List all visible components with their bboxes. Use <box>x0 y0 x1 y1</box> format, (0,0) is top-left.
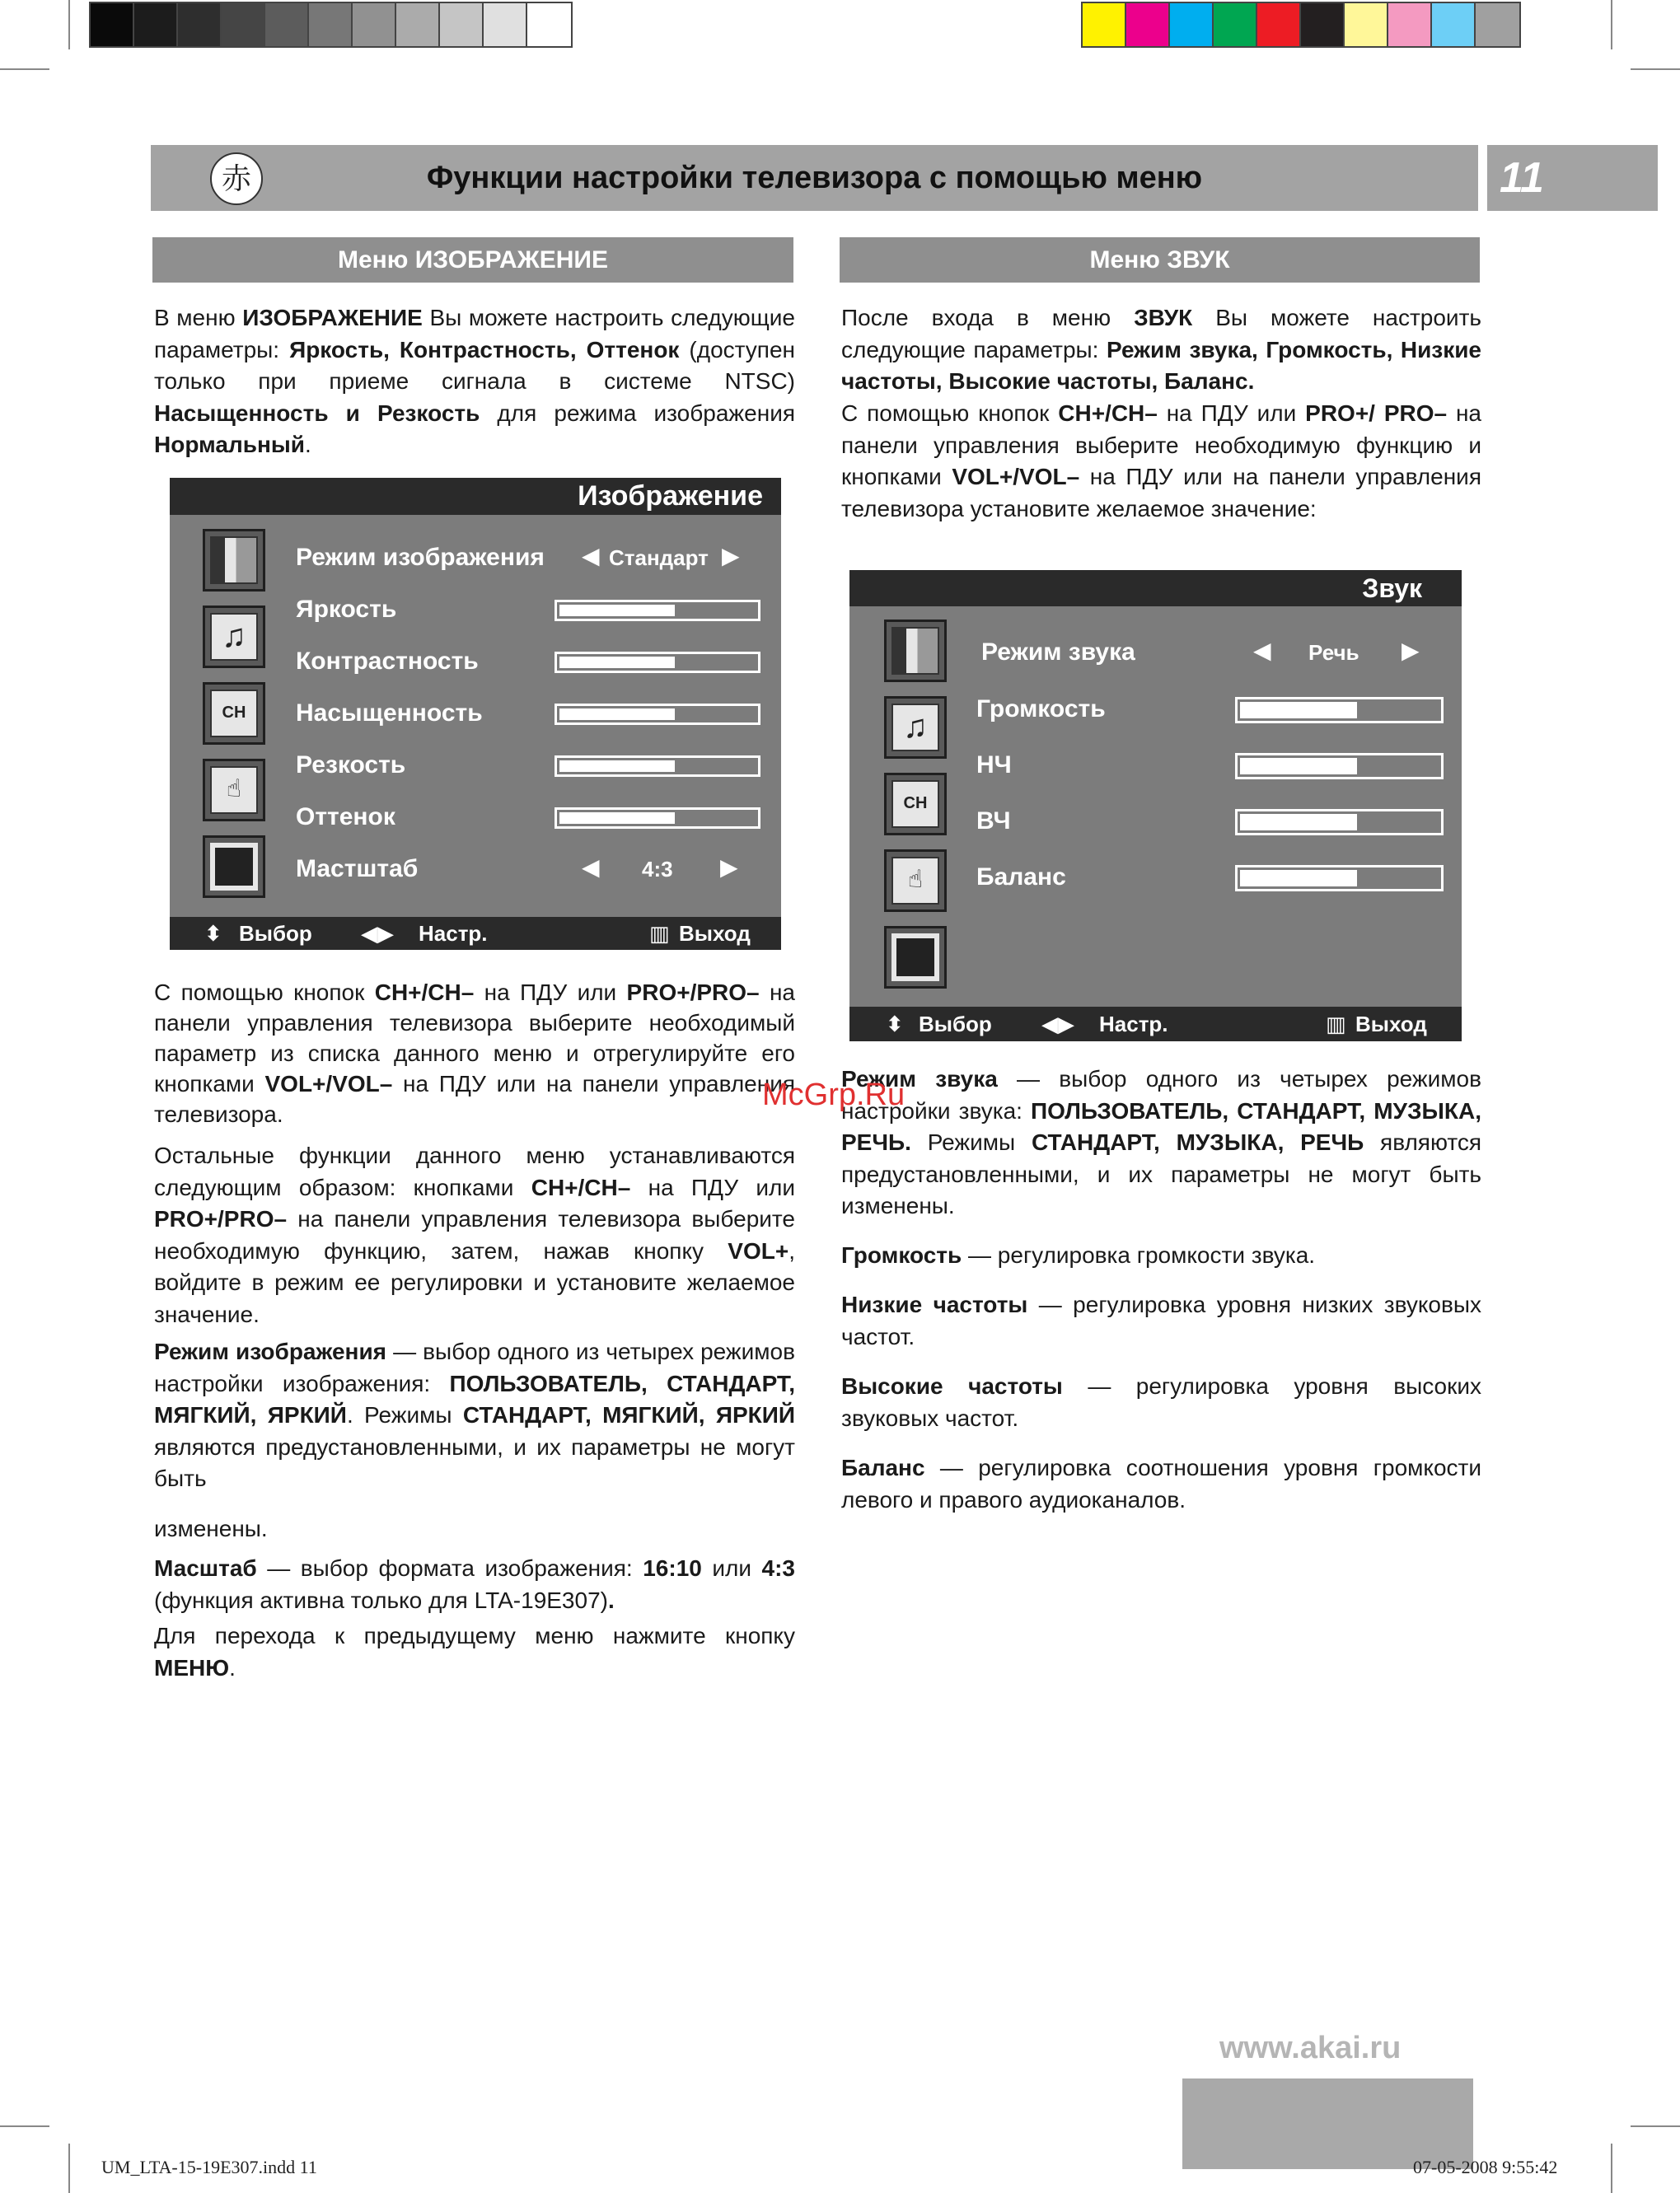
menu-row-label[interactable]: Режим звука <box>981 638 1135 666</box>
color-bar <box>1081 2 1521 48</box>
color-swatch <box>1170 3 1214 46</box>
left-arrow-icon[interactable]: ◀ <box>582 854 600 880</box>
footer-url[interactable]: www.akai.ru <box>1219 2031 1402 2065</box>
crop-mark <box>1631 2125 1680 2127</box>
screen-icon <box>203 835 265 898</box>
picture-para-3-end: изменены. <box>154 1516 268 1541</box>
footer-select: Выбор <box>239 921 312 946</box>
page-number: 11 <box>1500 154 1544 202</box>
menu-icon: ▥ <box>649 921 670 946</box>
color-swatch <box>484 3 527 46</box>
picture-menu-title: Изображение <box>170 478 781 515</box>
left-arrow-icon[interactable]: ◀ <box>582 543 600 568</box>
color-swatch <box>91 3 134 46</box>
watermark: McGrp.Ru <box>762 1078 906 1112</box>
updown-arrow-icon: ⬍ <box>886 1012 904 1036</box>
level-bar[interactable] <box>555 704 760 725</box>
color-swatch <box>396 3 440 46</box>
sound-menu <box>849 570 1462 1041</box>
function-icon: ☝ <box>203 759 265 821</box>
sound-menu-title: Звук <box>849 570 1462 606</box>
color-swatch <box>527 3 571 46</box>
level-bar[interactable] <box>1235 697 1444 723</box>
crop-mark <box>1611 0 1612 49</box>
sound-desc-bass: Низкие частоты — регулировка уровня низких звуковых частот. <box>841 1292 1481 1349</box>
crop-mark <box>1611 2144 1612 2193</box>
picture-para-4: Масштаб — выбор формата изображения: 16:10 или 4:3 (функция активна только для LTA-19E307). <box>154 1555 795 1613</box>
menu-row-label[interactable]: Резкость <box>296 751 406 779</box>
color-swatch <box>309 3 353 46</box>
menu-footer <box>170 917 781 950</box>
page-title: Функции настройки телевизора с помощью меню <box>426 161 1203 195</box>
menu-footer <box>849 1007 1462 1041</box>
menu-row-label[interactable]: ВЧ <box>976 807 1011 835</box>
color-swatch <box>1126 3 1170 46</box>
menu-icon: ▥ <box>1326 1012 1346 1036</box>
menu-row-value: 4:3 <box>642 857 673 881</box>
color-swatch <box>1476 3 1519 46</box>
color-swatch <box>1432 3 1476 46</box>
right-arrow-icon[interactable]: ▶ <box>1402 638 1420 663</box>
sound-desc-volume: Громкость — регулировка громкости звука. <box>841 1242 1316 1268</box>
function-icon: ☝ <box>884 849 947 912</box>
color-swatch <box>134 3 178 46</box>
color-swatch <box>1083 3 1126 46</box>
menu-row-label[interactable]: Баланс <box>976 863 1066 891</box>
picture-intro: В меню ИЗОБРАЖЕНИЕ Вы можете настроить следующие параметры: Яркость, Контрастность, Оттенок (доступен только при приеме сигнала в системе NTSC) Насыщенность и Резкость для режима изображения Нормальный. <box>154 305 795 457</box>
right-arrow-icon[interactable]: ▶ <box>720 854 738 880</box>
menu-row-label[interactable]: Мастштаб <box>296 855 419 882</box>
menu-row-label[interactable]: НЧ <box>976 751 1012 779</box>
sound-intro-2: С помощью кнопок CH+/CH– на ПДУ или PRO+/ PRO– на панели управления выберите необходимую функцию и кнопками VOL+/VOL– на ПДУ или на панели управления телевизора установите желаемое значение: <box>841 400 1481 521</box>
level-bar[interactable] <box>1235 809 1444 835</box>
color-swatch <box>178 3 222 46</box>
sound-desc-balance: Баланс — регулировка соотношения уровня громкости левого и правого аудиоканалов. <box>841 1455 1481 1513</box>
color-swatch <box>1214 3 1257 46</box>
crop-mark <box>0 2125 49 2127</box>
section-heading-sound: Меню ЗВУК <box>840 237 1480 283</box>
menu-row-label[interactable]: Контрастность <box>296 648 479 675</box>
color-swatch <box>1301 3 1345 46</box>
picture-para-1: С помощью кнопок CH+/CH– на ПДУ или PRO+/PRO– на панели управления телевизора выберите необходимый параметр из списка данного меню и отрегулируйте его кнопками VOL+/VOL– на ПДУ или на панели управления телевизора. <box>154 980 796 1127</box>
color-swatch <box>1345 3 1388 46</box>
color-swatch <box>265 3 309 46</box>
sound-desc-treble: Высокие частоты — регулировка уровня высоких звуковых частот. <box>841 1373 1481 1431</box>
footer-exit: Выход <box>679 921 751 946</box>
picture-icon <box>203 529 265 592</box>
color-swatch <box>440 3 484 46</box>
picture-para-2: Остальные функции данного меню устанавливаются следующим образом: кнопками CH+/CH– на ПДУ или PRO+/PRO– на панели управления телевизора выберите необходимую функцию, затем, нажав кнопку VOL+, войдите в режим ее регулировки и установите желаемое значение. <box>154 1143 795 1327</box>
color-swatch <box>222 3 265 46</box>
menu-row-label[interactable]: Режим изображения <box>296 544 545 571</box>
footer-adjust: Настр. <box>419 921 488 946</box>
menu-row-label[interactable]: Громкость <box>976 695 1106 722</box>
color-swatch <box>1388 3 1432 46</box>
picture-para-3: Режим изображения — выбор одного из четырех режимов настройки изображения: ПОЛЬЗОВАТЕЛЬ, СТАНДАРТ, МЯГКИЙ, ЯРКИЙ. Режимы СТАНДАРТ, МЯГКИЙ, ЯРКИЙ являются предустановленными, и их параметры не могут быть <box>154 1339 796 1491</box>
section-heading-picture: Меню ИЗОБРАЖЕНИЕ <box>152 237 793 283</box>
right-arrow-icon[interactable]: ▶ <box>722 543 740 568</box>
footer-exit: Выход <box>1355 1012 1427 1036</box>
menu-row-label[interactable]: Яркость <box>296 596 397 623</box>
crop-mark <box>0 68 49 70</box>
channel-icon: CH <box>884 773 947 835</box>
slug-file: UM_LTA-15-19E307.indd 11 <box>101 2157 317 2177</box>
menu-row-label[interactable]: Насыщенность <box>296 699 483 727</box>
level-bar[interactable] <box>555 755 760 777</box>
left-arrow-icon[interactable]: ◀ <box>1253 638 1271 663</box>
footer-select: Выбор <box>919 1012 992 1036</box>
leftright-arrow-icon: ◀▶ <box>361 921 394 946</box>
sound-icon: ♫ <box>884 696 947 759</box>
menu-row-value: Стандарт <box>609 545 709 570</box>
picture-icon <box>884 620 947 682</box>
crop-mark <box>1631 68 1680 70</box>
level-bar[interactable] <box>1235 865 1444 891</box>
menu-row-label[interactable]: Оттенок <box>296 803 395 830</box>
picture-para-5: Для перехода к предыдущему меню нажмите кнопку МЕНЮ. <box>154 1623 795 1681</box>
leftright-arrow-icon: ◀▶ <box>1041 1012 1074 1036</box>
level-bar[interactable] <box>1235 753 1444 779</box>
grayscale-bar <box>89 2 573 48</box>
menu-row-value: Речь <box>1308 640 1359 665</box>
sound-desc-mode: Режим звука — выбор одного из четырех режимов настройки звука: ПОЛЬЗОВАТЕЛЬ, СТАНДАРТ, МУЗЫКА, РЕЧЬ. Режимы СТАНДАРТ, МУЗЫКА, РЕЧЬ являются предустановленными, и их параметры не могут быть изменены. <box>841 1066 1482 1218</box>
footer-adjust: Настр. <box>1099 1012 1168 1036</box>
level-bar[interactable] <box>555 600 760 621</box>
channel-icon: CH <box>203 682 265 745</box>
sound-intro: После входа в меню ЗВУК Вы можете настроить следующие параметры: Режим звука, Громкость, Низкие частоты, Высокие частоты, Баланс. <box>841 305 1482 394</box>
picture-menu <box>170 478 781 950</box>
color-swatch <box>353 3 396 46</box>
slug-date: 07-05-2008 9:55:42 <box>1413 2157 1558 2177</box>
sound-icon: ♫ <box>203 606 265 668</box>
crop-mark <box>68 2144 70 2193</box>
footer-box <box>1182 2078 1473 2169</box>
crop-mark <box>68 0 70 49</box>
color-swatch <box>1257 3 1301 46</box>
screen-icon <box>884 926 947 989</box>
level-bar[interactable] <box>555 807 760 829</box>
updown-arrow-icon: ⬍ <box>204 921 222 946</box>
logo-icon: 赤 <box>210 152 263 205</box>
level-bar[interactable] <box>555 652 760 673</box>
